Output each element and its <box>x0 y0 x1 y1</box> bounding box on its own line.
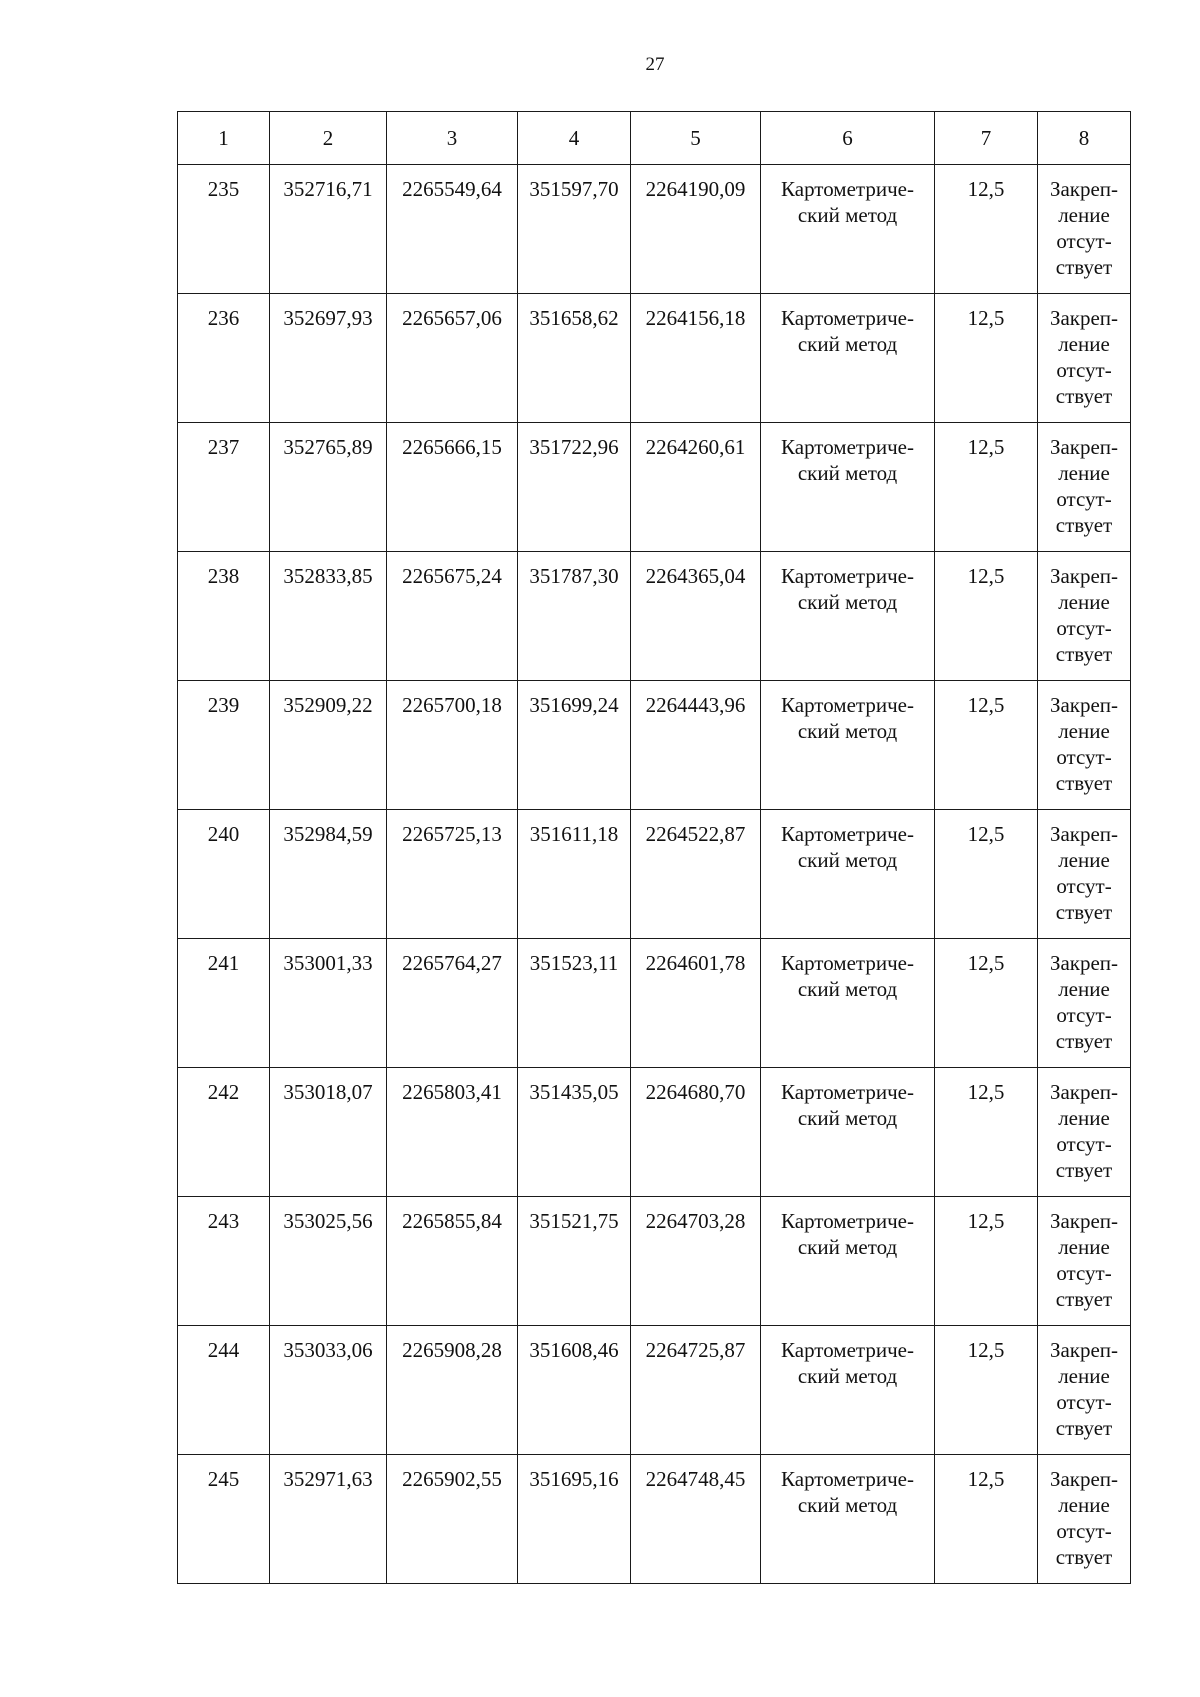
column-header: 7 <box>935 112 1038 165</box>
coord-y2-cell: 2264365,04 <box>631 552 761 681</box>
method-cell: Картометриче-ский метод <box>761 1197 935 1326</box>
fixation-cell: Закреп-ление отсут-ствует <box>1038 423 1131 552</box>
coord-y-cell: 2265700,18 <box>387 681 518 810</box>
point-number-cell: 242 <box>178 1068 270 1197</box>
coord-y2-cell: 2264156,18 <box>631 294 761 423</box>
fixation-cell: Закреп-ление отсут-ствует <box>1038 1197 1131 1326</box>
method-cell: Картометриче-ский метод <box>761 423 935 552</box>
method-cell: Картометриче-ский метод <box>761 1326 935 1455</box>
coord-y-cell: 2265725,13 <box>387 810 518 939</box>
method-cell: Картометриче-ский метод <box>761 681 935 810</box>
accuracy-cell: 12,5 <box>935 552 1038 681</box>
method-cell: Картометриче-ский метод <box>761 294 935 423</box>
coord-y2-cell: 2264260,61 <box>631 423 761 552</box>
fixation-cell: Закреп-ление отсут-ствует <box>1038 294 1131 423</box>
fixation-cell: Закреп-ление отсут-ствует <box>1038 1326 1131 1455</box>
point-number-cell: 244 <box>178 1326 270 1455</box>
coord-x2-cell: 351523,11 <box>518 939 631 1068</box>
point-number-cell: 237 <box>178 423 270 552</box>
table-row <box>178 1326 1131 1455</box>
coordinates-table <box>177 111 1131 1584</box>
table-row <box>178 1068 1131 1197</box>
fixation-cell: Закреп-ление отсут-ствует <box>1038 552 1131 681</box>
coord-x-cell: 352971,63 <box>270 1455 387 1584</box>
method-cell: Картометриче-ский метод <box>761 939 935 1068</box>
point-number-cell: 238 <box>178 552 270 681</box>
table-body <box>178 165 1131 1584</box>
coord-x-cell: 353025,56 <box>270 1197 387 1326</box>
table-row <box>178 552 1131 681</box>
coord-x-cell: 352984,59 <box>270 810 387 939</box>
coord-y-cell: 2265764,27 <box>387 939 518 1068</box>
coord-x2-cell: 351521,75 <box>518 1197 631 1326</box>
coord-x-cell: 352765,89 <box>270 423 387 552</box>
method-cell: Картометриче-ский метод <box>761 1068 935 1197</box>
coord-x2-cell: 351597,70 <box>518 165 631 294</box>
column-header: 1 <box>178 112 270 165</box>
table-row <box>178 423 1131 552</box>
coord-y-cell: 2265657,06 <box>387 294 518 423</box>
column-header: 8 <box>1038 112 1131 165</box>
table-row <box>178 681 1131 810</box>
table-row <box>178 294 1131 423</box>
coord-y2-cell: 2264680,70 <box>631 1068 761 1197</box>
fixation-cell: Закреп-ление отсут-ствует <box>1038 1068 1131 1197</box>
page-number: 27 <box>645 54 665 75</box>
table-header-row <box>178 112 1131 165</box>
coord-y2-cell: 2264443,96 <box>631 681 761 810</box>
coord-y-cell: 2265855,84 <box>387 1197 518 1326</box>
coord-x2-cell: 351608,46 <box>518 1326 631 1455</box>
coord-y-cell: 2265908,28 <box>387 1326 518 1455</box>
coord-x-cell: 353033,06 <box>270 1326 387 1455</box>
coord-x-cell: 353001,33 <box>270 939 387 1068</box>
accuracy-cell: 12,5 <box>935 1455 1038 1584</box>
coord-x2-cell: 351787,30 <box>518 552 631 681</box>
accuracy-cell: 12,5 <box>935 1197 1038 1326</box>
coord-y2-cell: 2264725,87 <box>631 1326 761 1455</box>
fixation-cell: Закреп-ление отсут-ствует <box>1038 681 1131 810</box>
coord-x2-cell: 351695,16 <box>518 1455 631 1584</box>
accuracy-cell: 12,5 <box>935 294 1038 423</box>
coord-y2-cell: 2264601,78 <box>631 939 761 1068</box>
table-row <box>178 165 1131 294</box>
fixation-cell: Закреп-ление отсут-ствует <box>1038 165 1131 294</box>
column-header: 3 <box>387 112 518 165</box>
coord-y2-cell: 2264522,87 <box>631 810 761 939</box>
coord-x2-cell: 351611,18 <box>518 810 631 939</box>
coord-x-cell: 353018,07 <box>270 1068 387 1197</box>
point-number-cell: 241 <box>178 939 270 1068</box>
coord-x-cell: 352697,93 <box>270 294 387 423</box>
fixation-cell: Закреп-ление отсут-ствует <box>1038 810 1131 939</box>
point-number-cell: 239 <box>178 681 270 810</box>
fixation-cell: Закреп-ление отсут-ствует <box>1038 1455 1131 1584</box>
coord-x2-cell: 351435,05 <box>518 1068 631 1197</box>
method-cell: Картометриче-ский метод <box>761 552 935 681</box>
coord-x-cell: 352716,71 <box>270 165 387 294</box>
accuracy-cell: 12,5 <box>935 810 1038 939</box>
column-header: 2 <box>270 112 387 165</box>
accuracy-cell: 12,5 <box>935 423 1038 552</box>
point-number-cell: 235 <box>178 165 270 294</box>
coord-y-cell: 2265902,55 <box>387 1455 518 1584</box>
column-header: 6 <box>761 112 935 165</box>
method-cell: Картометриче-ский метод <box>761 165 935 294</box>
coord-y2-cell: 2264703,28 <box>631 1197 761 1326</box>
coord-y-cell: 2265666,15 <box>387 423 518 552</box>
coord-y2-cell: 2264190,09 <box>631 165 761 294</box>
column-header: 5 <box>631 112 761 165</box>
accuracy-cell: 12,5 <box>935 939 1038 1068</box>
accuracy-cell: 12,5 <box>935 681 1038 810</box>
method-cell: Картометриче-ский метод <box>761 810 935 939</box>
point-number-cell: 243 <box>178 1197 270 1326</box>
method-cell: Картометриче-ский метод <box>761 1455 935 1584</box>
point-number-cell: 240 <box>178 810 270 939</box>
accuracy-cell: 12,5 <box>935 1326 1038 1455</box>
coord-x2-cell: 351658,62 <box>518 294 631 423</box>
coord-x-cell: 352833,85 <box>270 552 387 681</box>
point-number-cell: 245 <box>178 1455 270 1584</box>
coord-y-cell: 2265803,41 <box>387 1068 518 1197</box>
coord-x2-cell: 351722,96 <box>518 423 631 552</box>
point-number-cell: 236 <box>178 294 270 423</box>
column-header: 4 <box>518 112 631 165</box>
table-row <box>178 1455 1131 1584</box>
table-row <box>178 939 1131 1068</box>
coord-y-cell: 2265675,24 <box>387 552 518 681</box>
accuracy-cell: 12,5 <box>935 165 1038 294</box>
table-row <box>178 1197 1131 1326</box>
coord-y2-cell: 2264748,45 <box>631 1455 761 1584</box>
table-row <box>178 810 1131 939</box>
coord-x2-cell: 351699,24 <box>518 681 631 810</box>
coord-x-cell: 352909,22 <box>270 681 387 810</box>
fixation-cell: Закреп-ление отсут-ствует <box>1038 939 1131 1068</box>
accuracy-cell: 12,5 <box>935 1068 1038 1197</box>
coord-y-cell: 2265549,64 <box>387 165 518 294</box>
